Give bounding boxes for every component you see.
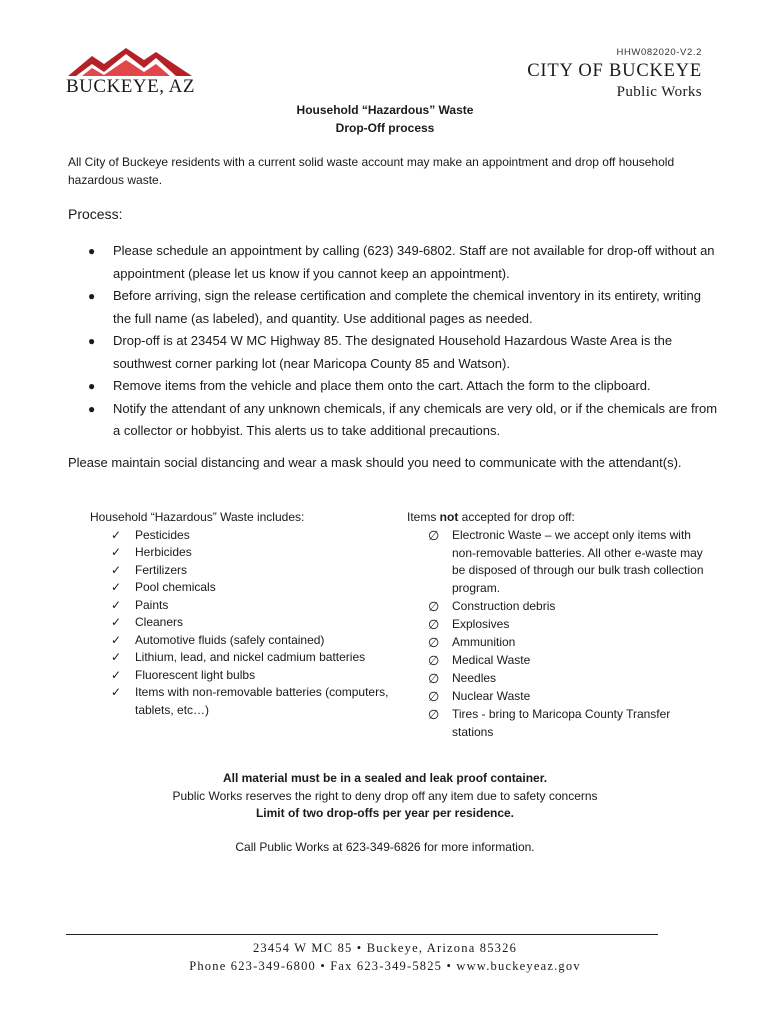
list-item: ∅ Nuclear Waste [428,689,531,705]
list-item: ✓ Fluorescent light bulbs [90,667,390,685]
checkmark-icon: ✓ [111,685,122,699]
list-item: ✓ Pesticides [90,527,390,545]
empty-set-icon: ∅ [428,616,440,632]
list-item: ∅ Needles [428,671,497,687]
process-list [68,240,718,443]
checkmark-icon: ✓ [111,597,122,612]
bullet-icon: ● [88,244,96,258]
empty-set-icon: ∅ [428,689,440,705]
process-step: ● Please schedule an appointment by calling (623) 349-6802. Staff are not available for drop-off without an appointment (please let us know if you cannot keep an appointment). [68,240,718,285]
list-item: ✓ Pool chemicals [90,579,390,597]
logo-text: BUCKEYE, AZ [66,76,195,97]
sealed-container-notice: All material must be in a sealed and leak proof container. [222,771,548,785]
empty-set-icon: ∅ [428,671,440,687]
process-heading: Process: [68,206,123,222]
process-step: ● Drop-off is at 23454 W MC Highway 85. The designated Household Hazardous Waste Area is the southwest corner parking lot (near Maricopa County 85 and Watson). [68,330,718,375]
empty-set-icon: ∅ [428,652,440,668]
list-item: ✓ Lithium, lead, and nickel cadmium batteries [90,649,390,667]
document-subtitle: Drop-Off process [335,121,435,135]
list-item: ✓ Cleaners [90,614,390,632]
intro-paragraph: All City of Buckeye residents with a current solid waste account may make an appointment and drop off household hazardous waste. [68,155,675,187]
list-item: ∅ Explosives [428,616,510,632]
footer-address: 23454 W MC 85 • Buckeye, Arizona 85326 [252,941,518,955]
includes-heading: Household “Hazardous” Waste includes: [90,510,305,524]
bullet-icon: ● [88,379,96,393]
list-item: ∅ Construction debris [428,598,556,614]
checkmark-icon: ✓ [111,580,122,594]
empty-set-icon: ∅ [428,707,440,723]
includes-column [90,509,390,719]
not-accepted-column [407,509,707,741]
document-code: HHW082020-V2.2 [616,47,702,58]
checkmark-icon: ✓ [111,615,122,629]
list-item: ✓ Fertilizers [90,562,390,580]
bullet-icon: ● [88,401,96,416]
list-item: ✓ Herbicides [90,544,390,562]
list-item: ∅ Electronic Waste – we accept only items with non-removable batteries. All other e-waste may be disposed of through our bulk trash collection program. [428,528,704,595]
empty-set-icon: ∅ [428,634,440,650]
process-step: ● Before arriving, sign the release certification and complete the chemical inventory in its entirety, writing the full name (as labeled), and quantity. Use additional pages as needed. [68,285,718,330]
list-item: ∅ Medical Waste [428,652,531,668]
buckeye-logo [64,42,194,102]
list-item: ∅ Tires - bring to Maricopa County Transfer stations [428,707,671,739]
list-item: ✓ Items with non-removable batteries (computers, tablets, etc…) [111,685,389,717]
checkmark-icon: ✓ [111,632,122,647]
process-step: ● Remove items from the vehicle and place them onto the cart. Attach the form to the clipboard. [68,375,718,398]
dropoff-limit-notice: Limit of two drop-offs per year per residence. [255,806,515,820]
empty-set-icon: ∅ [428,528,440,544]
list-item: ∅ Ammunition [428,634,516,650]
checkmark-icon: ✓ [111,545,122,559]
includes-list [90,527,390,720]
contact-notice: Call Public Works at 623-349-6826 for more information. [235,840,535,854]
footer-contact: Phone 623-349-6800 • Fax 623-349-5825 • www.buckeyeaz.gov [189,959,581,973]
city-name: CITY OF BUCKEYE [527,61,702,81]
bullet-icon: ● [88,334,96,348]
process-step: ● Notify the attendant of any unknown chemicals, if any chemicals are very old, or if the chemicals are from a collector or hobbyist. This alerts us to take additional precautions. [68,398,718,443]
list-item: ✓ Paints [90,597,390,615]
bullet-icon: ● [88,289,96,303]
not-accepted-list [407,527,707,741]
list-item: ✓ Automotive fluids (safely contained) [90,632,390,650]
reserve-right-notice: Public Works reserves the right to deny drop off any item due to safety concerns [172,789,598,803]
checkmark-icon: ✓ [111,527,122,542]
department-name: Public Works [616,84,702,100]
checkmark-icon: ✓ [111,650,122,664]
social-distancing-note: Please maintain social distancing and wear a mask should you need to communicate with the attendant(s). [68,455,682,470]
document-title: Household “Hazardous” Waste [296,103,474,117]
empty-set-icon: ∅ [428,598,440,614]
footer-divider [66,934,658,935]
not-accepted-heading: Items not accepted for drop off: [407,510,575,524]
checkmark-icon: ✓ [111,667,122,682]
mountain-logo-icon [64,42,194,78]
checkmark-icon: ✓ [111,562,122,577]
